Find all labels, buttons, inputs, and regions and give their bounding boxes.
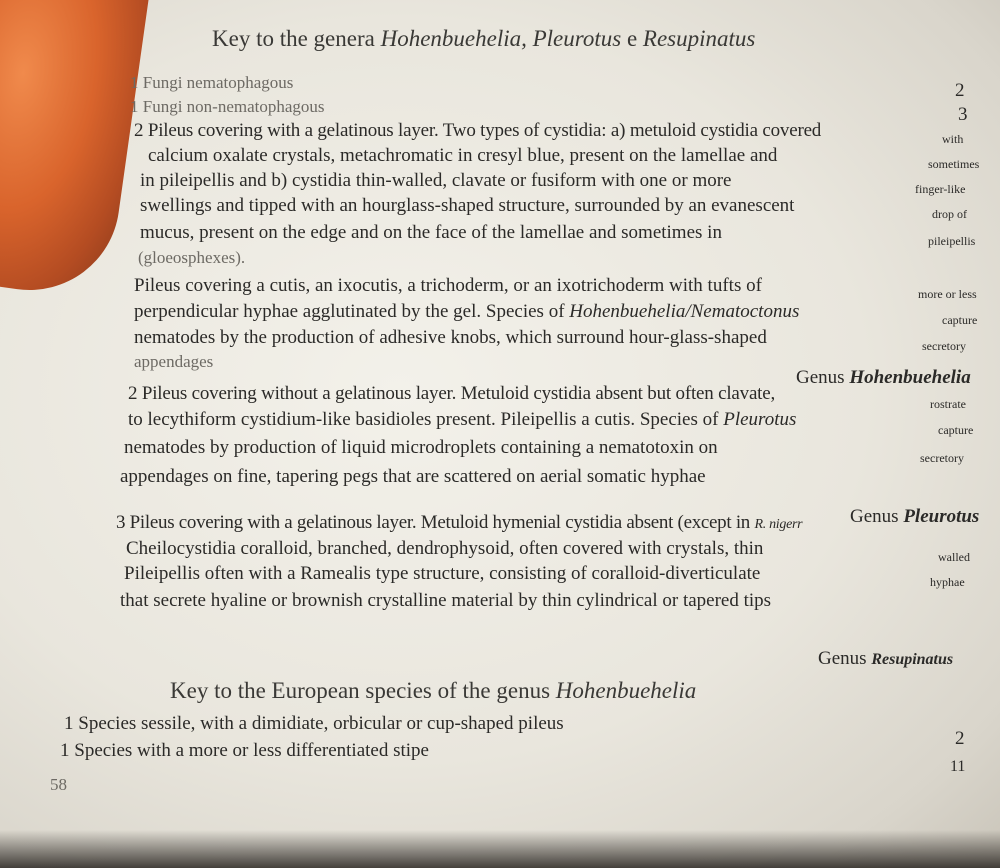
key-line-number: 3	[958, 104, 968, 125]
key-line-end: with	[942, 132, 964, 146]
key-line: Cheilocystidia coralloid, branched, dendrophysoid, often covered with crystals, thin	[126, 538, 764, 559]
key-line-end: secretory	[922, 339, 966, 353]
key-line: 2 Pileus covering without a gelatinous layer. Metuloid cystidia absent but often clavate,	[128, 383, 776, 404]
thumb	[0, 0, 152, 302]
genus-result-hohenbuehelia: Genus Hohenbuehelia	[796, 367, 971, 388]
key-line: 1 Fungi non-nematophagous	[130, 97, 325, 116]
key-line: swellings and tipped with an hourglass-shaped structure, surrounded by an evanescent	[140, 195, 795, 216]
key-line: Pileus covering a cutis, an ixocutis, a trichoderm, or an ixotrichoderm with tufts of	[134, 275, 762, 296]
key-line: nematodes by the production of adhesive knobs, which surround hour-glass-shaped	[134, 327, 767, 348]
key-species-title: Key to the European species of the genus Hohenbuehelia	[170, 678, 697, 703]
key-line-end: capture	[942, 313, 978, 327]
key-line: 1 Fungi nematophagous	[130, 73, 294, 92]
key-line-end: finger-like	[915, 182, 966, 196]
key-line-end: hyphae	[930, 575, 965, 589]
species-line: 1 Species sessile, with a dimidiate, orbicular or cup-shaped pileus	[64, 713, 564, 734]
key-line: 3 Pileus covering with a gelatinous layer. Metuloid hymenial cystidia absent (except in R. nigerr	[116, 512, 803, 533]
key-line-number: 2	[955, 80, 965, 101]
page-edge-shadow	[0, 830, 1000, 868]
key-line: appendages on fine, tapering pegs that are scattered on aerial somatic hyphae	[120, 466, 706, 487]
genus-result-resupinatus: Genus Resupinatus	[818, 648, 954, 669]
key-line-end: more or less	[918, 287, 977, 301]
key-line: nematodes by production of liquid microdroplets containing a nematotoxin on	[124, 437, 718, 458]
key-line-end: sometimes	[928, 157, 980, 171]
key-line-end: rostrate	[930, 397, 966, 411]
key-line: that secrete hyaline or brownish crystalline material by thin cylindrical or tapered tips	[120, 590, 772, 611]
key-line: perpendicular hyphae agglutinated by the gel. Species of Hohenbuehelia/Nematoctonus	[134, 301, 800, 322]
key-line-end: pileipellis	[928, 234, 976, 248]
key-line-number: 2	[955, 728, 965, 749]
key-line: mucus, present on the edge and on the face of the lamellae and sometimes in	[140, 222, 722, 243]
key-genera-title: Key to the genera Hohenbuehelia, Pleurotus e Resupinatus	[212, 26, 756, 51]
key-line-number: 11	[950, 758, 966, 775]
page-number: 58	[50, 775, 67, 794]
key-line: appendages	[134, 352, 214, 371]
key-line-end: secretory	[920, 451, 964, 465]
key-line: (gloeosphexes).	[138, 248, 246, 267]
species-line: 1 Species with a more or less differentiated stipe	[60, 740, 429, 761]
key-line-end: capture	[938, 423, 974, 437]
key-line: Pileipellis often with a Ramealis type structure, consisting of coralloid-diverticulate	[124, 563, 761, 584]
key-line: in pileipellis and b) cystidia thin-walled, clavate or fusiform with one or more	[140, 170, 732, 191]
genus-result-pleurotus: Genus Pleurotus	[850, 506, 980, 527]
key-line: to lecythiform cystidium-like basidioles present. Pileipellis a cutis. Species of Pleurotus	[128, 409, 797, 430]
key-line: calcium oxalate crystals, metachromatic in cresyl blue, present on the lamellae and	[148, 145, 778, 166]
key-line: 2 Pileus covering with a gelatinous layer. Two types of cystidia: a) metuloid cystidia covered	[134, 120, 822, 141]
key-line-end: walled	[938, 550, 970, 564]
key-line-end: drop of	[932, 207, 967, 221]
